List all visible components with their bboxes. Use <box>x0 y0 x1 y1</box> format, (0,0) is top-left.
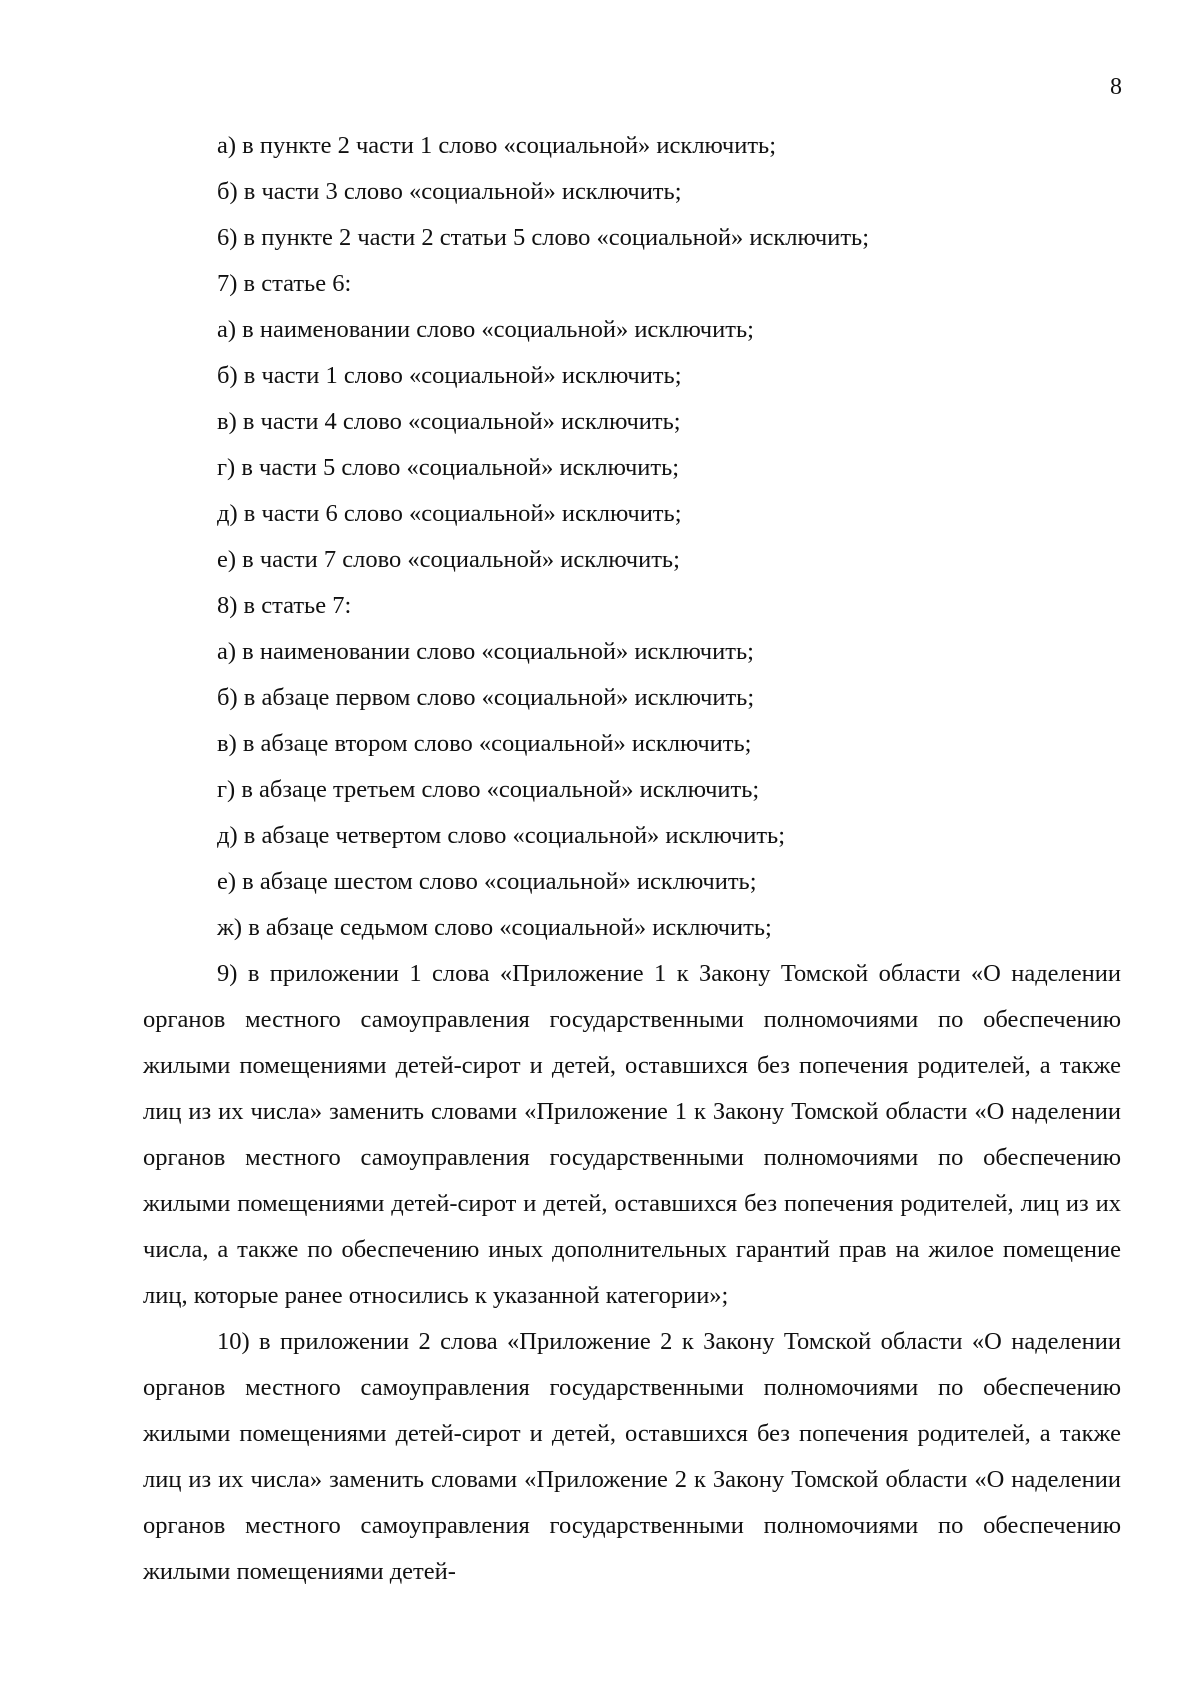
list-item: г) в части 5 слово «социальной» исключить; <box>217 454 680 481</box>
list-item: 8) в статье 7: <box>217 592 352 619</box>
list-item: е) в части 7 слово «социальной» исключить; <box>217 546 680 573</box>
list-item: а) в наименовании слово «социальной» исключить; <box>217 316 754 343</box>
list-item: е) в абзаце шестом слово «социальной» исключить; <box>217 868 757 895</box>
page-number: 8 <box>1110 74 1122 100</box>
list-item: а) в пункте 2 части 1 слово «социальной» исключить; <box>217 132 777 159</box>
list-item: ж) в абзаце седьмом слово «социальной» исключить; <box>217 914 772 941</box>
paragraph-item-9: 9) в приложении 1 слова «Приложение 1 к Закону Томской области «О наделении органов местного самоуправления государственными полномочиями по обеспечению жилыми помещениями детей-сирот и детей, оставшихся без попечения родителей, а также лиц из их числа» заменить словами «Приложение 1 к Закону Томской области «О наделении органов местного самоуправления государственными полномочиями по обеспечению жилыми помещениями детей-сирот и детей, оставшихся без попечения родителей, лиц из их числа, а также по обеспечению иных дополнительных гарантий прав на жилое помещение лиц, которые ранее относились к указанной категории»; <box>143 960 1121 1309</box>
list-item: б) в части 1 слово «социальной» исключить; <box>217 362 682 389</box>
list-item: а) в наименовании слово «социальной» исключить; <box>217 638 754 665</box>
list-item: б) в части 3 слово «социальной» исключить; <box>217 178 682 205</box>
list-item: д) в части 6 слово «социальной» исключить; <box>217 500 682 527</box>
list-item: 7) в статье 6: <box>217 270 352 297</box>
list-item: 6) в пункте 2 части 2 статьи 5 слово «социальной» исключить; <box>217 224 870 251</box>
paragraph-item-10: 10) в приложении 2 слова «Приложение 2 к Закону Томской области «О наделении органов местного самоуправления государственными полномочиями по обеспечению жилыми помещениями детей-сирот и детей, оставшихся без попечения родителей, а также лиц из их числа» заменить словами «Приложение 2 к Закону Томской области «О наделении органов местного самоуправления государственными полномочиями по обеспечению жилыми помещениями детей- <box>143 1328 1121 1585</box>
list-item: г) в абзаце третьем слово «социальной» исключить; <box>217 776 760 803</box>
document-body <box>143 123 1121 1595</box>
list-item: д) в абзаце четвертом слово «социальной» исключить; <box>217 822 786 849</box>
list-item: в) в части 4 слово «социальной» исключить; <box>217 408 681 435</box>
list-item: б) в абзаце первом слово «социальной» исключить; <box>217 684 755 711</box>
list-item: в) в абзаце втором слово «социальной» исключить; <box>217 730 752 757</box>
